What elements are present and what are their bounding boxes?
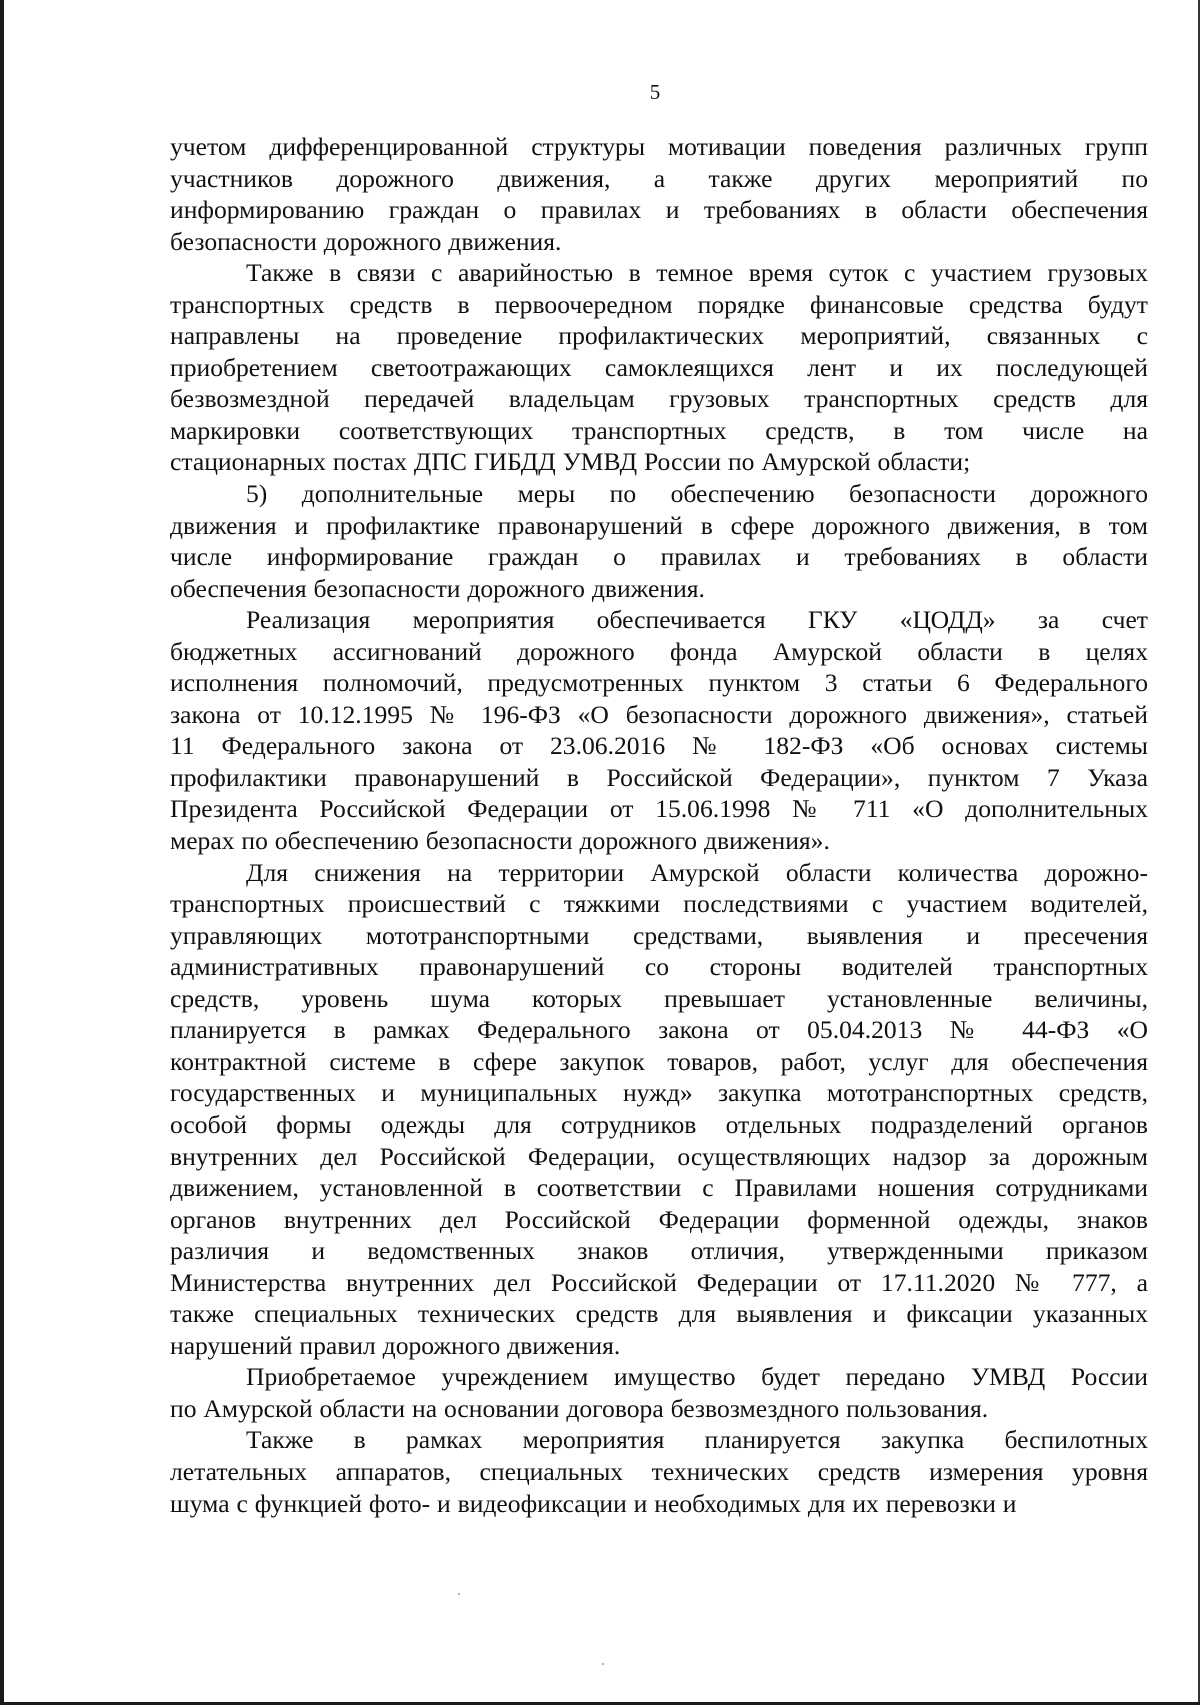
text-line: Министерства внутренних дел Российской Федерации от 17.11.2020 № 777, а xyxy=(170,1267,1148,1297)
scan-speck xyxy=(602,1663,604,1665)
text-line: планируется в рамках Федерального закона от 05.04.2013 № 44-ФЗ «О xyxy=(170,1015,1148,1045)
scan-left-border xyxy=(0,0,4,1705)
text-line: мерах по обеспечению безопасности дорожного движения». xyxy=(170,826,830,856)
paragraph xyxy=(170,257,1148,478)
paragraph xyxy=(170,1424,1148,1519)
scan-speck xyxy=(458,1593,460,1595)
document-body xyxy=(170,131,1148,1519)
text-line: особой формы одежды для сотрудников отдельных подразделений органов xyxy=(170,1109,1148,1139)
text-line: закона от 10.12.1995 № 196-ФЗ «О безопасности дорожного движения», статьей xyxy=(170,699,1148,729)
text-line: безопасности дорожного движения. xyxy=(170,226,562,256)
text-line: Реализация мероприятия обеспечивается ГКУ «ЦОДД» за счет xyxy=(246,605,1148,635)
text-line: приобретением светоотражающих самоклеящихся лент и их последующей xyxy=(170,352,1148,382)
text-line: также специальных технических средств для выявления и фиксации указанных xyxy=(170,1299,1148,1329)
text-line: участников дорожного движения, а также других мероприятий по xyxy=(170,163,1148,193)
text-line: шума с функцией фото- и видеофиксации и необходимых для их перевозки и xyxy=(170,1488,1017,1518)
paragraph xyxy=(170,857,1148,1362)
text-line: средств, уровень шума которых превышает установленные величины, xyxy=(170,983,1148,1013)
text-line: исполнения полномочий, предусмотренных пунктом 3 статьи 6 Федерального xyxy=(170,668,1148,698)
text-line: бюджетных ассигнований дорожного фонда Амурской области в целях xyxy=(170,636,1148,666)
text-line: обеспечения безопасности дорожного движения. xyxy=(170,573,705,603)
text-line: транспортных средств в первоочередном порядке финансовые средства будут xyxy=(170,289,1148,319)
paragraph xyxy=(170,478,1148,604)
text-line: движения и профилактике правонарушений в сфере дорожного движения, в том xyxy=(170,510,1148,540)
text-line: управляющих мототранспортными средствами, выявления и пресечения xyxy=(170,920,1148,950)
text-line: по Амурской области на основании договора безвозмездного пользования. xyxy=(170,1393,989,1423)
text-line: транспортных происшествий с тяжкими последствиями с участием водителей, xyxy=(170,889,1148,919)
text-line: Для снижения на территории Амурской области количества дорожно- xyxy=(246,857,1148,887)
text-line: органов внутренних дел Российской Федерации форменной одежды, знаков xyxy=(170,1204,1148,1234)
text-line: летательных аппаратов, специальных технических средств измерения уровня xyxy=(170,1456,1148,1486)
text-line: стационарных постах ДПС ГИБДД УМВД России по Амурской области; xyxy=(170,447,971,477)
text-line: Также в рамках мероприятия планируется закупка беспилотных xyxy=(246,1425,1148,1455)
text-line: безвозмездной передачей владельцам грузовых транспортных средств для xyxy=(170,384,1148,414)
text-line: 5) дополнительные меры по обеспечению безопасности дорожного xyxy=(246,479,1148,509)
paragraph xyxy=(170,1361,1148,1424)
paragraph xyxy=(170,131,1148,257)
text-line: маркировки соответствующих транспортных средств, в том числе на xyxy=(170,415,1148,445)
text-line: контрактной системе в сфере закупок товаров, работ, услуг для обеспечения xyxy=(170,1046,1148,1076)
text-line: административных правонарушений со стороны водителей транспортных xyxy=(170,952,1148,982)
text-line: направлены на проведение профилактических мероприятий, связанных с xyxy=(170,321,1148,351)
text-line: Также в связи с аварийностью в темное время суток с участием грузовых xyxy=(246,258,1148,288)
text-line: информированию граждан о правилах и требованиях в области обеспечения xyxy=(170,195,1148,225)
text-line: 11 Федерального закона от 23.06.2016 № 182-ФЗ «Об основах системы xyxy=(170,731,1148,761)
page-number: 5 xyxy=(649,80,661,104)
text-line: профилактики правонарушений в Российской Федерации», пунктом 7 Указа xyxy=(170,762,1148,792)
text-line: движением, установленной в соответствии с Правилами ношения сотрудниками xyxy=(170,1173,1148,1203)
text-line: государственных и муниципальных нужд» закупка мототранспортных средств, xyxy=(170,1078,1148,1108)
text-line: Приобретаемое учреждением имущество будет передано УМВД России xyxy=(246,1362,1148,1392)
text-line: Президента Российской Федерации от 15.06.1998 № 711 «О дополнительных xyxy=(170,794,1148,824)
paragraph xyxy=(170,604,1148,856)
text-line: различия и ведомственных знаков отличия, утвержденными приказом xyxy=(170,1236,1148,1266)
text-line: числе информирование граждан о правилах и требованиях в области xyxy=(170,542,1148,572)
text-line: внутренних дел Российской Федерации, осуществляющих надзор за дорожным xyxy=(170,1141,1148,1171)
text-line: нарушений правил дорожного движения. xyxy=(170,1330,621,1360)
text-line: учетом дифференцированной структуры мотивации поведения различных групп xyxy=(170,132,1148,161)
